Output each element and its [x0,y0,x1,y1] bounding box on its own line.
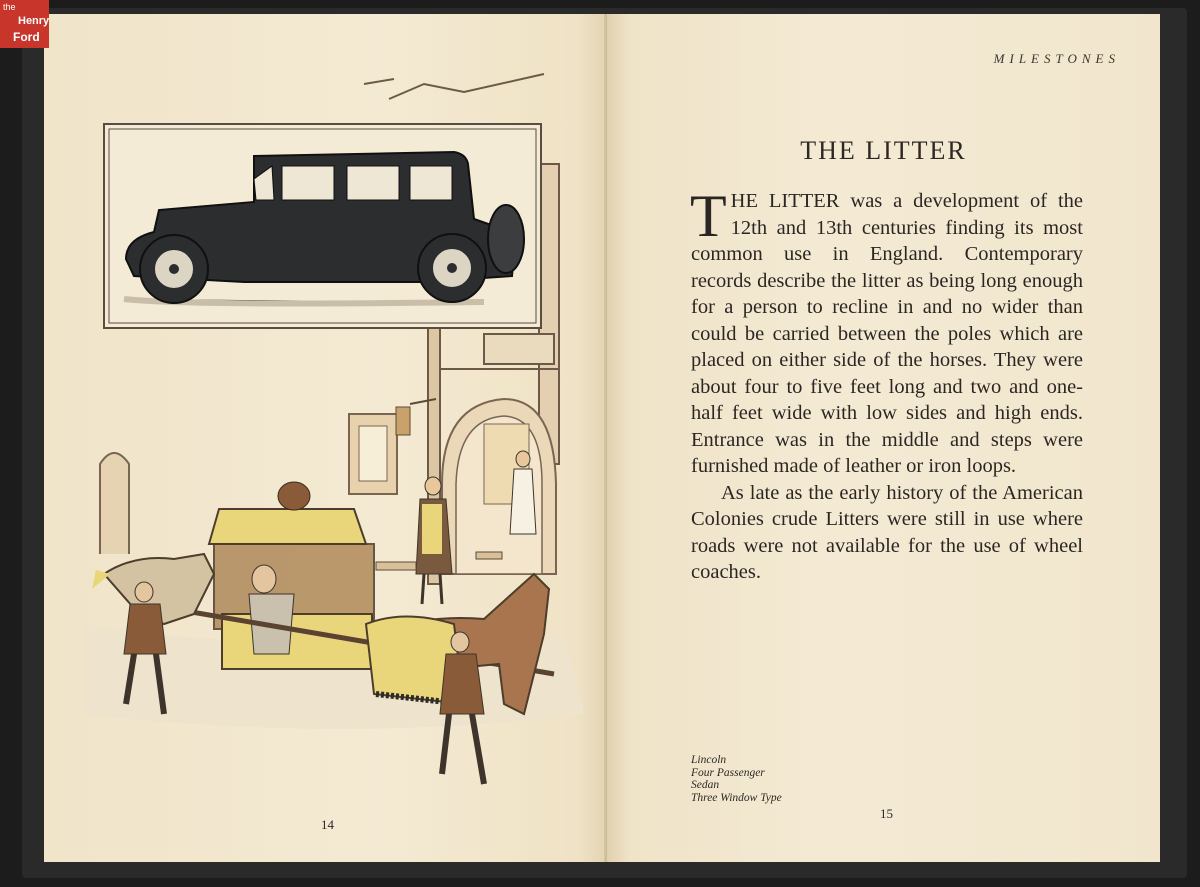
image-caption [691,754,782,804]
logo-text: the [3,2,16,12]
paragraph-2: As late as the early history of the American Colonies crude Litters were still in use where roads were not available for the use of wheel coaches. [691,481,1083,583]
left-page [44,14,607,862]
drop-cap: T [690,183,727,249]
henry-ford-logo [0,0,49,48]
paragraph-1 [690,183,1083,480]
logo-text: Henry [18,15,50,27]
chapter-title: THE LITTER [800,136,967,165]
body-text [690,183,1083,586]
caption-line: Sedan [691,779,720,791]
litter-illustration [44,14,607,862]
caption-line: Lincoln [691,754,727,766]
running-head: MILESTONES [993,51,1120,66]
page-number-right: 15 [880,806,893,821]
logo-text: Ford [13,30,40,44]
caption-line: Three Window Type [691,791,782,804]
paragraph-1-text: HE LITTER was a development of the 12th and 13th centuries finding its most common use in England. Contemporary records describe the litter as being long enough for a person to recline in and no wider than could be carried between the poles which are placed on either side of the horses. They were about four to five feet long and two and one-half feet wide with low sides and high ends. Entrance was in the middle and steps were furnished made of leather or iron loops. [691,190,1083,477]
right-page [607,14,1160,862]
caption-line: Four Passenger [691,766,765,779]
page-number-left: 14 [321,817,334,832]
